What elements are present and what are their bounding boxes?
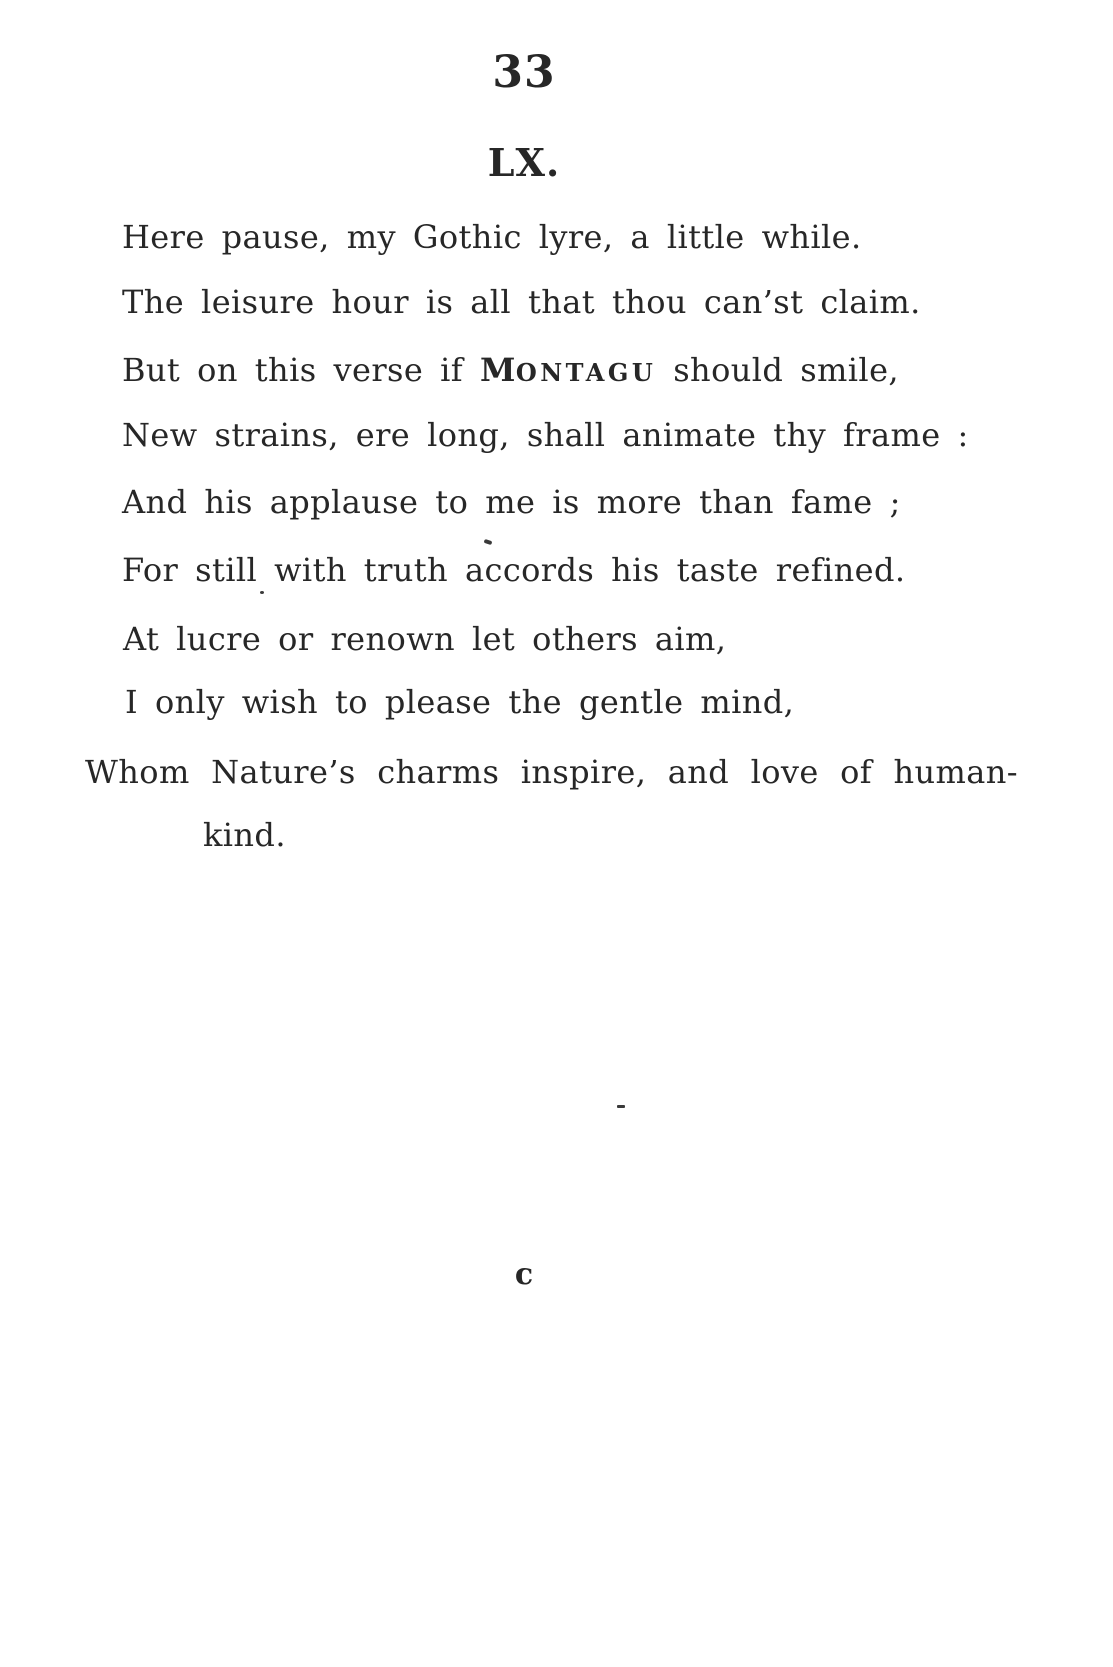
- poem-line: Here pause, my Gothic lyre, a little while.: [122, 218, 862, 256]
- poem-line: And his applause to me is more than fame ;: [122, 483, 901, 521]
- montagu-name-rest: ONTAGU: [515, 358, 657, 387]
- poem-line: Whom Nature’s charms inspire, and love of human-: [85, 753, 1018, 791]
- scan-speck: [617, 1105, 625, 1108]
- poem-line: New strains, ere long, shall animate thy frame :: [122, 416, 969, 454]
- poem-line: I only wish to please the gentle mind,: [125, 683, 795, 721]
- poem-line: [122, 351, 899, 389]
- poem-line-continuation: kind.: [203, 816, 286, 854]
- montagu-name: [480, 351, 656, 389]
- section-heading: LX.: [487, 140, 561, 185]
- poem-line: For still with truth accords his taste refined.: [122, 551, 906, 589]
- scan-speck: [484, 539, 493, 545]
- page-number: 33: [492, 47, 556, 98]
- poem-line: At lucre or renown let others aim,: [123, 620, 727, 658]
- printer-signature-mark: c: [514, 1257, 534, 1292]
- scan-speck: [260, 591, 264, 594]
- montagu-name-initial: M: [480, 351, 516, 389]
- poem-line-segment: But on this verse if: [122, 351, 480, 389]
- poem-line-segment: should smile,: [656, 351, 899, 389]
- poem-line: The leisure hour is all that thou can’st claim.: [122, 283, 921, 321]
